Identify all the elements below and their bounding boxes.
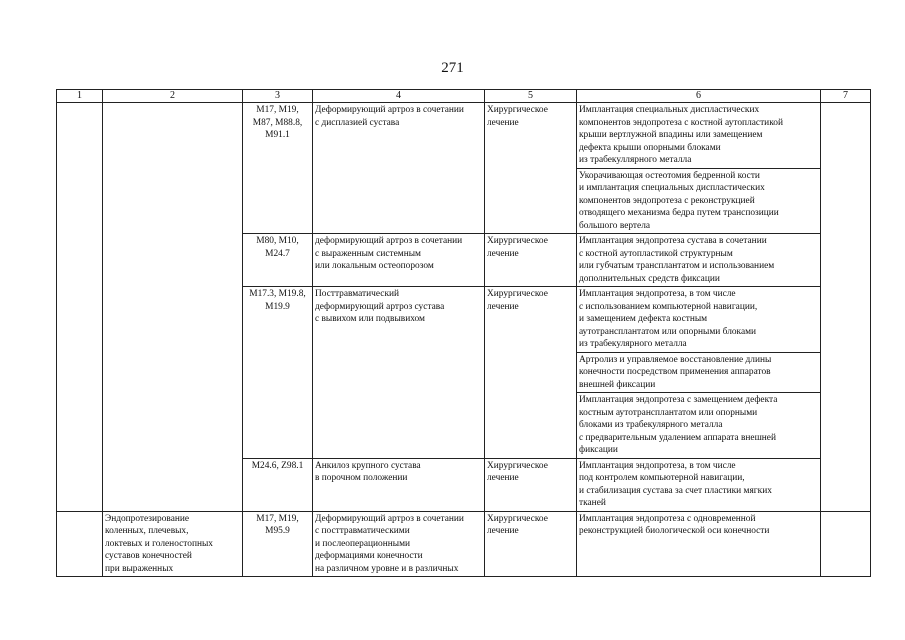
care-type-cell xyxy=(103,511,243,577)
table-row xyxy=(57,511,871,577)
diagnosis-code-cell xyxy=(243,511,313,577)
method-cell xyxy=(577,511,821,577)
method-cell-text: Имплантация специальных диспластических компонентов эндопротеза с костной аутопластикой крыши вертлужной впадины или замещением дефекта крыши опорными блоками из трабекуллярного металла xyxy=(579,105,783,165)
disease-cell-text: деформирующий артроз в сочетании с выраженным системным или локальным остеопорозом xyxy=(315,236,463,271)
column-number: 5 xyxy=(485,90,577,103)
col1-empty-cell xyxy=(57,103,103,512)
column-number: 6 xyxy=(577,90,821,103)
method-cell xyxy=(577,393,821,459)
method-cell xyxy=(577,103,821,169)
method-cell xyxy=(577,234,821,287)
diagnosis-code-cell xyxy=(243,234,313,287)
treatment-type-cell xyxy=(485,511,577,577)
method-cell-text: Имплантация эндопротеза с одновременной реконструкцией биологической оси конечности xyxy=(579,513,770,536)
method-cell xyxy=(577,287,821,353)
disease-cell xyxy=(313,234,485,287)
diagnosis-code-cell xyxy=(243,287,313,459)
treatment-type-cell xyxy=(485,287,577,459)
treatment-type-cell-text: Хирургическое лечение xyxy=(487,513,548,536)
col1-empty-cell xyxy=(57,511,103,577)
method-cell-text: Имплантация эндопротеза, в том числе под контролем компьютерной навигации, и стабилизация сустава за счет пластики мягких тканей xyxy=(579,460,772,508)
treatment-type-cell-text: Хирургическое лечение xyxy=(487,236,548,259)
diagnosis-code-cell xyxy=(243,103,313,234)
treatment-type-cell xyxy=(485,103,577,234)
method-cell xyxy=(577,352,821,393)
method-cell-text: Артролиз и управляемое восстановление длины конечности посредством применения аппаратов внешней фиксации xyxy=(579,354,772,390)
diagnosis-code-cell-text: M24.6, Z98.1 xyxy=(251,460,304,471)
col2-empty-cell xyxy=(103,103,243,512)
column-number: 7 xyxy=(821,90,871,103)
treatment-type-cell xyxy=(485,234,577,287)
page-number: 271 xyxy=(441,60,464,76)
method-cell-text: Имплантация эндопротеза с замещением дефекта костным аутотрансплантатом или опорными блоками из трабекулярного металла с предварительным удалением аппарата внешней фиксации xyxy=(579,395,778,455)
treatment-type-cell-text: Хирургическое лечение xyxy=(487,289,548,312)
disease-cell xyxy=(313,458,485,511)
treatment-type-cell xyxy=(485,458,577,511)
diagnosis-code-cell-text: M80, M10, M24.7 xyxy=(256,236,299,259)
disease-cell-text: Деформирующий артроз в сочетании с посттравматическими и послеоперационными деформациями конечности на различном уровне и в различных xyxy=(315,513,464,574)
method-cell-text: Укорачивающая остеотомия бедренной кости и имплантация специальных диспластических компонентов эндопротеза с реконструкцией отводящего механизма бедра путем транспозиции большого вертела xyxy=(579,170,779,231)
column-number: 3 xyxy=(243,90,313,103)
disease-cell xyxy=(313,287,485,459)
method-cell xyxy=(577,458,821,511)
treatment-type-cell-text: Хирургическое лечение xyxy=(487,105,548,128)
disease-cell xyxy=(313,511,485,577)
table-row xyxy=(57,103,871,169)
disease-cell-text: Анкилоз крупного сустава в порочном положении xyxy=(315,460,421,483)
column-number: 1 xyxy=(57,90,103,103)
method-cell-text: Имплантация эндопротеза, в том числе с использованием компьютерной навигации, и замещением дефекта костным аутотрансплантатом или опорными блоками из трабекулярного металла xyxy=(579,289,758,349)
column-number-row xyxy=(57,90,871,103)
diagnosis-code-cell-text: M17.3, M19.8, M19.9 xyxy=(249,289,306,312)
column-number: 2 xyxy=(103,90,243,103)
diagnosis-code-cell-text: M17, M19, M87, M88.8, M91.1 xyxy=(252,105,303,140)
method-cell xyxy=(577,168,821,234)
col7-empty-cell xyxy=(821,511,871,577)
procedures-table xyxy=(56,89,871,577)
method-cell-text: Имплантация эндопротеза сустава в сочетании с костной аутопластикой структурным или губчатым трансплантатом и использованием дополнительных средств фиксации xyxy=(579,236,775,284)
col7-empty-cell xyxy=(821,103,871,512)
disease-cell xyxy=(313,103,485,234)
disease-cell-text: Посттравматический деформирующий артроз сустава с вывихом или подвывихом xyxy=(315,289,445,324)
care-type-cell-text: Эндопротезирование коленных, плечевых, локтевых и голеностопных суставов конечностей при выраженных xyxy=(105,513,213,574)
disease-cell-text: Деформирующий артроз в сочетании с дисплазией сустава xyxy=(315,105,464,128)
column-number: 4 xyxy=(313,90,485,103)
treatment-type-cell-text: Хирургическое лечение xyxy=(487,460,548,483)
diagnosis-code-cell xyxy=(243,458,313,511)
diagnosis-code-cell-text: M17, M19, M95.9 xyxy=(256,513,299,536)
